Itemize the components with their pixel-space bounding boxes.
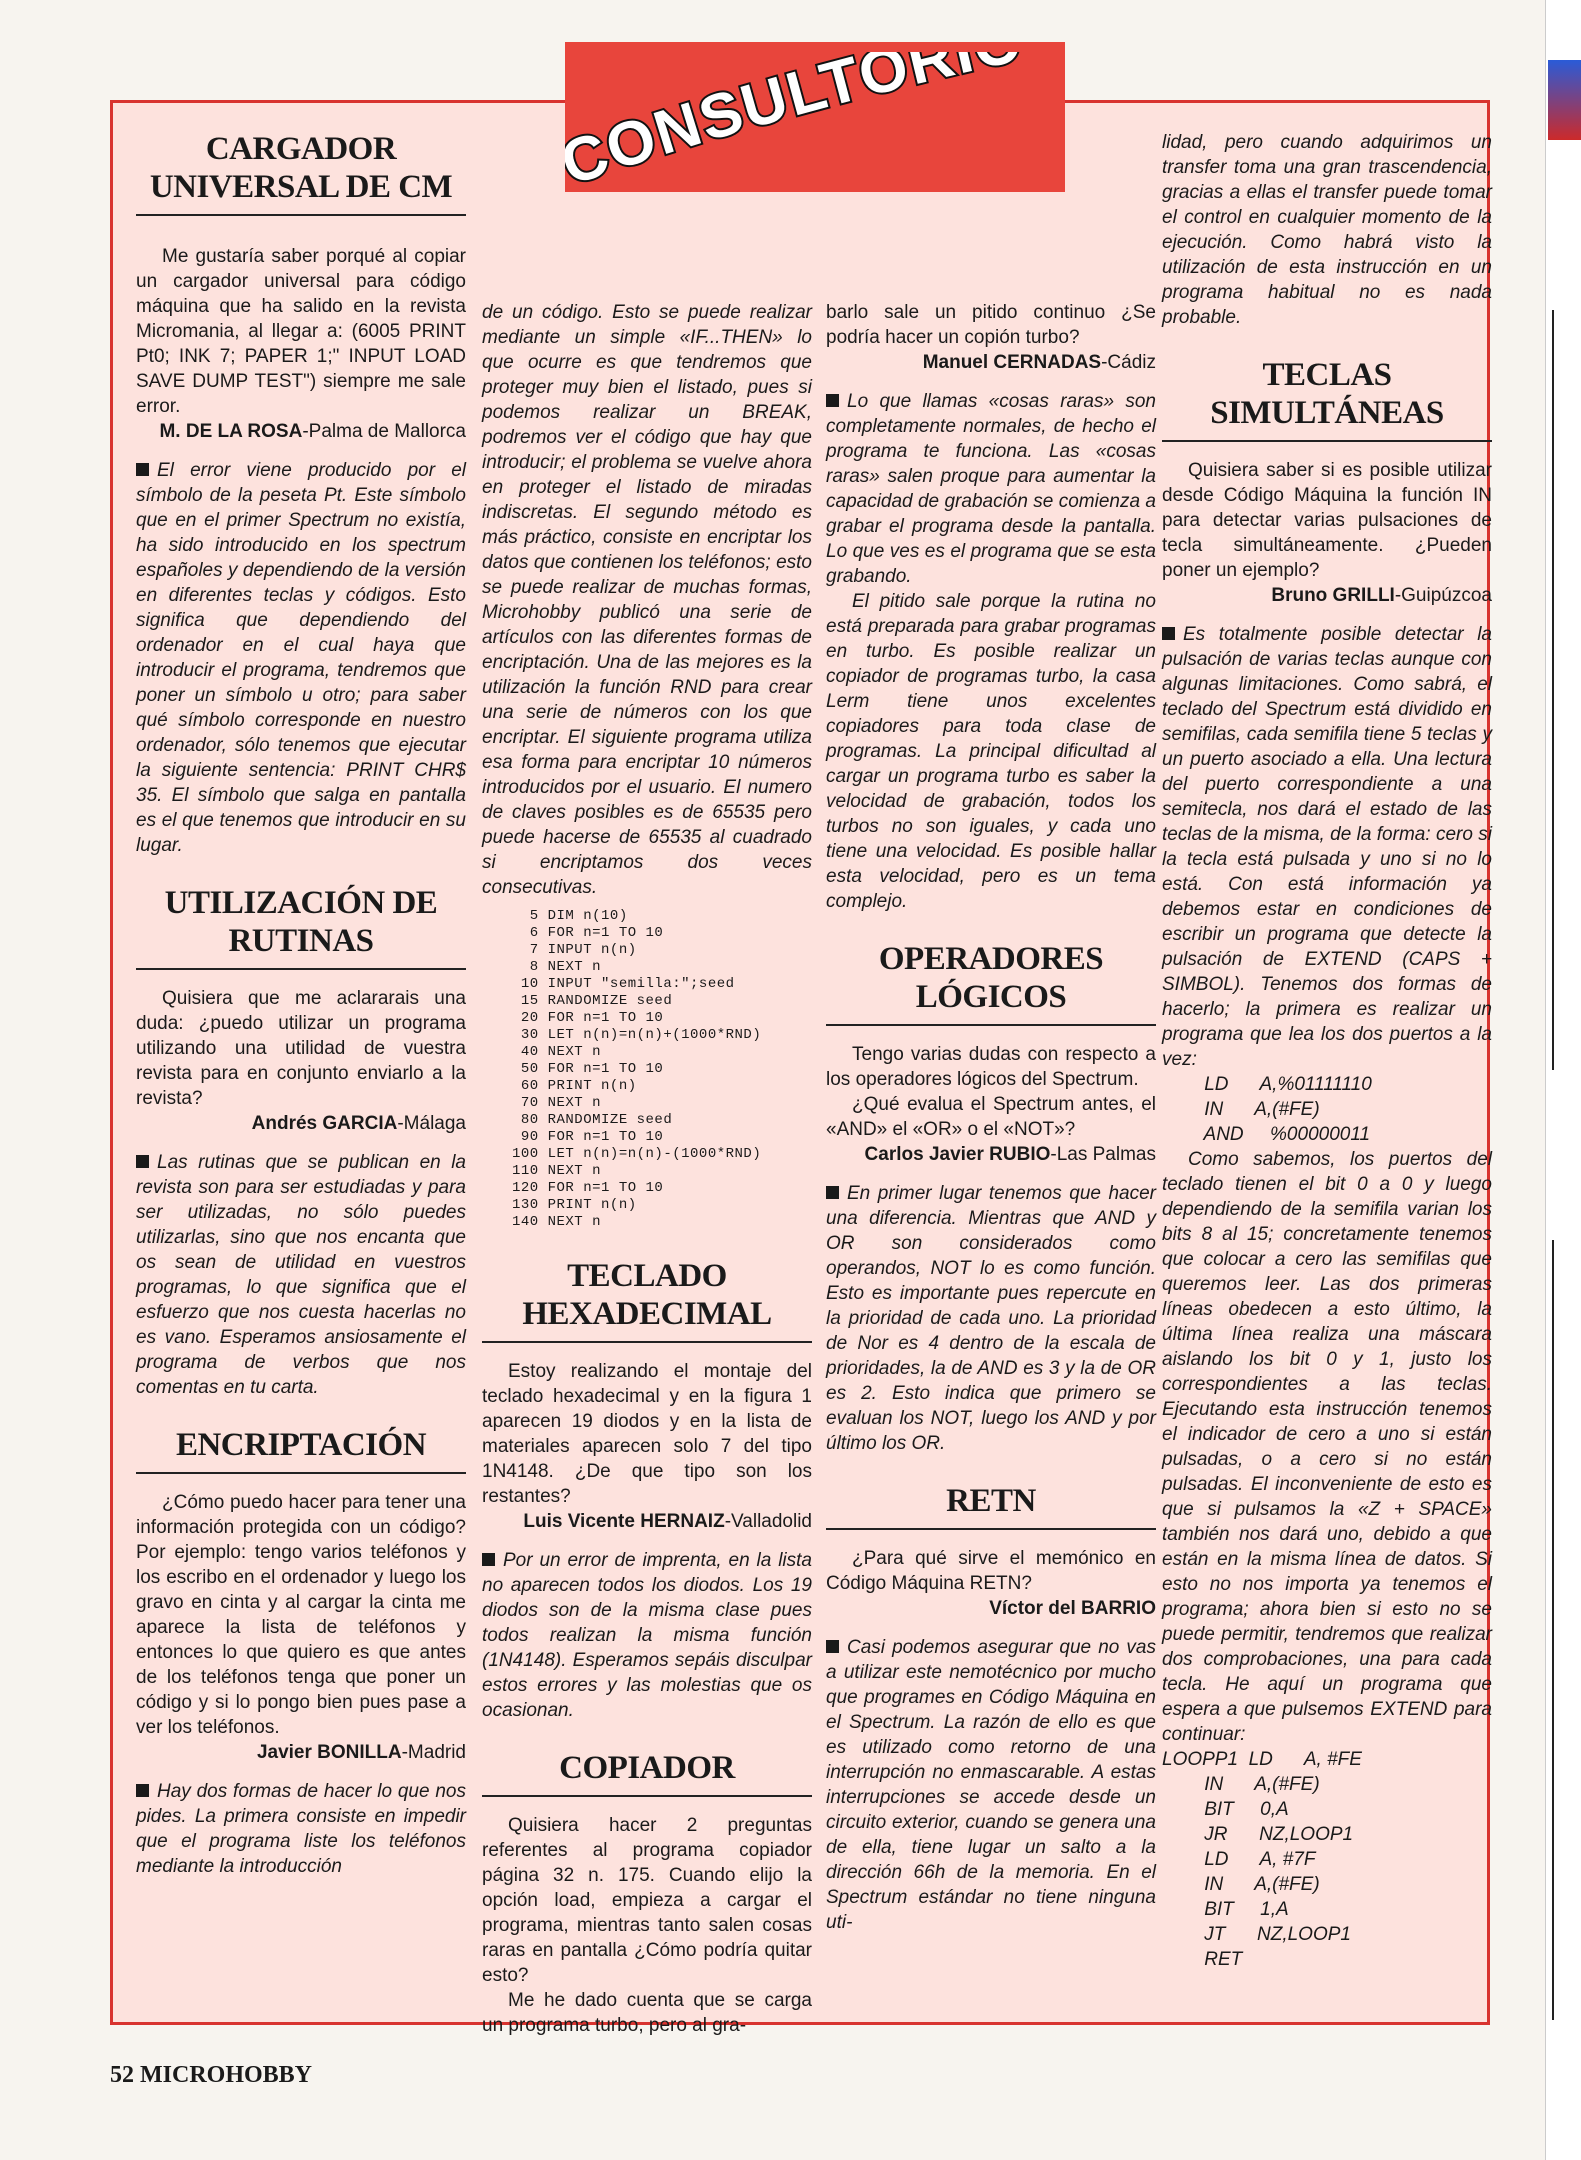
answer-text — [1162, 622, 1492, 1072]
svg-text:CONSULTORIO — [565, 52, 1030, 199]
letter-author — [826, 350, 1156, 375]
question-text: ¿Cómo puedo hacer para tener una información protegida con un código? Por ejemplo: tengo varios teléfonos y los escribo en el ordenador y luego los gravo en cinta y al cargar la cinta me aparece la lista de teléfonos y entonces lo que quiero es que antes de los teléfonos tenga que poner un código y si lo pongo bien pues pase a ver los teléfonos. — [136, 1492, 466, 1738]
question-text: Me he dado cuenta que se carga un programa turbo, pero al gra- — [482, 1990, 812, 2036]
edge-rule — [1552, 1240, 1554, 2020]
letter-author — [136, 1740, 466, 1765]
section-heading: TECLAS SIMULTÁNEAS — [1162, 356, 1492, 442]
letter-author — [136, 1111, 466, 1136]
author-place: -Las Palmas — [1050, 1144, 1156, 1165]
author-name: Víctor del BARRIO — [989, 1598, 1156, 1619]
answer-body: Las rutinas que se publican en la revista son para ser estudiadas y para ser utilizadas, no sólo puedes utilizarlas, sino que nos encanta que os sean de utilidad en vuestros programas, lo que significa que el esfuerzo que nos cuesta hacerlas no es vano. Esperamos ansiosamente el programa de verbos que nos comentas en tu carta. — [136, 1152, 466, 1398]
question-continuation: barlo sale un pitido continuo ¿Se podría hacer un copión turbo? — [826, 302, 1156, 348]
bullet-icon — [482, 1553, 495, 1566]
question-text: Tengo varias dudas con respecto a los operadores lógicos del Spectrum. — [826, 1044, 1156, 1090]
author-name: Luis Vicente HERNAIZ — [523, 1511, 725, 1532]
question-text: Estoy realizando el montaje del teclado hexadecimal y en la figura 1 aparecen 19 diodos y en la lista de materiales aparecen solo 7 del tipo 1N4148. ¿De que tipo son los restantes? — [482, 1361, 812, 1507]
bullet-icon — [136, 463, 149, 476]
answer-text — [136, 1779, 466, 1879]
author-place: -Valladolid — [724, 1511, 812, 1532]
edge-rule — [1552, 310, 1554, 1070]
author-place: -Madrid — [401, 1742, 466, 1763]
bullet-icon — [136, 1784, 149, 1797]
answer-body: El error viene producido por el símbolo de la peseta Pt. Este símbolo que en el primer Spectrum no existía, ha sido introducido en los spectrum españoles y dependiendo de la versión en diferentes teclas y códigos. Esto significa que dependiendo del ordenador en el cual haya que introducir el programa, tendremos que poner un símbolo u otro; para saber qué símbolo corresponde en nuestro ordenador, sólo tenemos que ejecutar la siguiente sentencia: PRINT CHR$ 35. El símbolo que salga en pantalla es el que tenemos que introducir en su lugar. — [136, 460, 466, 856]
answer-body: Casi podemos asegurar que no vas a utilizar este nemotécnico por mucho que programes en Código Máquina en el Spectrum. La razón de ello es que es utilizado como retorno de una interrupción no enmascarable. A estas interrupciones se accede desde un circuito exterior, cuando se genera una de ella, tiene lugar un salto a la dirección 66h de la memoria. En el Spectrum estándar no tiene ninguna uti- — [826, 1637, 1156, 1933]
section-heading: CARGADOR UNIVERSAL DE CM — [136, 130, 466, 216]
answer-body: En primer lugar tenemos que hacer una diferencia. Mientras que AND y OR son considerados como operandos, NOT lo es como función. Esto es importante pues repercute en la prioridad de cada uno. La prioridad de Nor es 4 dentro de la escala de prioridades, la de AND es 3 y la de OR es 2. Esto indica que primero se evaluan los NOT, luego los AND y por último los OR. — [826, 1183, 1156, 1454]
question-text: Me gustaría saber porqué al copiar un cargador universal para código máquina que ha salido en la revista Micromania, al llegar a: (6005 PRINT Pt0; INK 7; PAPER 1;" INPUT LOAD SAVE DUMP TEST") siempre me sale error. — [136, 246, 466, 417]
assembly-listing: LD A,%01111110 IN A,(#FE) AND %00000011 — [1203, 1074, 1372, 1145]
question-text: ¿Qué evalua el Spectrum antes, el «AND» el «OR» o el «NOT»? — [826, 1094, 1156, 1140]
answer-body: Es totalmente posible detectar la pulsación de varias teclas aunque con algunas limitaciones. Como sabrá, el teclado del Spectrum está dividido en semifilas, cada semifila tiene 5 teclas y un puerto asociado a ella. Una lectura del puerto correspondiente a una semitecla, nos dará el estado de las teclas de la misma, de la forma: cero si la tecla está pulsada y uno si no lo está. Con está información ya debemos estar en condiciones de escribir un programa que detecte la pulsación de EXTEND (CAPS + SIMBOL). Tenemos dos formas de hacerlo; la primera es realizar un programa que lea los dos puertos a la vez: — [1162, 624, 1492, 1070]
column-3 — [826, 300, 1156, 1935]
author-name: Bruno GRILLI — [1271, 585, 1395, 606]
page-number: 52 — [110, 2062, 134, 2088]
column-2 — [482, 300, 812, 2038]
author-name: Carlos Javier RUBIO — [864, 1144, 1051, 1165]
answer-text: Como sabemos, los puertos del teclado tienen el bit 0 a 0 y luego dependiendo de la semifila varian los bits 8 al 15; concretamente tenemos que colocar a cero las semifilas que queremos leer. Las dos primeras líneas obedecen a esto último, la última línea realiza una máscara aislando los bit 0 y 1, justo los correspondientes a las teclas. Ejecutando esta instrucción tenemos el indicador de cero a uno si están pulsadas, o a cero si no están pulsadas. El inconveniente de esto es que si pulsamos la «Z + SPACE» también nos dará uno, debido a que están en la misma línea de datos. Si esto no nos importa ya tenemos el programa; ahora bien si esto no se puede permitir, tendremos que realizar dos comprobaciones, una para cada tecla. He aquí un programa que espera a que pulsemos EXTEND para continuar: — [1162, 1149, 1492, 1745]
answer-body: Hay dos formas de hacer lo que nos pides. La primera consiste en impedir que el programa liste los teléfonos mediante la introducción — [136, 1781, 466, 1877]
author-place: -Málaga — [397, 1113, 466, 1134]
bullet-icon — [826, 1186, 839, 1199]
section-heading: COPIADOR — [482, 1749, 812, 1797]
section-heading: ENCRIPTACIÓN — [136, 1426, 466, 1474]
bullet-icon — [826, 1640, 839, 1653]
answer-text — [136, 458, 466, 858]
letter-author — [136, 419, 466, 444]
answer-text — [826, 1181, 1156, 1456]
column-4 — [1162, 130, 1492, 1972]
answer-continuation: lidad, pero cuando adquirimos un transfer toma una gran trascendencia, gracias a ellas el transfer puede tomar el control en cualquier momento de la ejecución. Como habrá visto la utilización de esta instrucción en un programa habitual no es nada probable. — [1162, 132, 1492, 328]
page-footer — [110, 2062, 312, 2089]
author-name: Javier BONILLA — [256, 1742, 402, 1763]
question-text: Quisiera que me aclararais una duda: ¿puedo utilizar un programa utilizando una utilidad de vuestra revista para en conjunto enviarlo a la revista? — [136, 988, 466, 1109]
question-text: ¿Para qué sirve el memónico en Código Máquina RETN? — [826, 1548, 1156, 1594]
letter-author — [826, 1142, 1156, 1167]
author-place: -Palma de Mallorca — [302, 421, 466, 442]
answer-text — [482, 1548, 812, 1723]
letter-author — [482, 1509, 812, 1534]
consultorio-banner — [565, 42, 1065, 242]
answer-body: Lo que llamas «cosas raras» son completamente normales, de hecho el programa te funciona. Las «cosas raras» salen proque para aumentar la capacidad de grabación se comienza a grabar el programa desde la pantalla. Lo que ves es el programa que se esta grabando. — [826, 391, 1156, 587]
answer-text: El pitido sale porque la rutina no está preparada para grabar programas en turbo. Es posible realizar un copiador de programas turbo, la casa Lerm tiene unos excelentes copiadores para toda clase de programas. La principal dificultad al cargar un programa turbo es saber la velocidad de grabación, todos los turbos no son iguales, y cada uno tiene una velocidad. Es posible hallar esta velocidad, pero es un tema complejo. — [826, 591, 1156, 912]
author-name: Manuel CERNADAS — [922, 352, 1102, 373]
section-heading: TECLADO HEXADECIMAL — [482, 1257, 812, 1343]
assembly-listing: LOOPP1 LD A, #FE IN A,(#FE) BIT 0,A JR NZ,LOOP1 LD A, #7F IN A,(#FE) BIT 1,A JT NZ,LOOP1 RET — [1162, 1749, 1362, 1970]
letter-author — [826, 1596, 1156, 1621]
edge-color-tab — [1548, 60, 1581, 140]
letter-author — [1162, 583, 1492, 608]
answer-body: Por un error de imprenta, en la lista no aparecen todos los diodos. Los 19 diodos son de la misma clase pues todos realizan la misma función (1N4148). Esperamos sepáis disculpar estos errores y las molestias que os ocasionan. — [482, 1550, 812, 1721]
page-edge — [1545, 0, 1581, 2160]
banner-title — [565, 52, 1065, 252]
author-name: Andrés GARCIA — [251, 1113, 398, 1134]
author-name: M. DE LA ROSA — [159, 421, 303, 442]
author-place: -Cádiz — [1101, 352, 1156, 373]
answer-text — [136, 1150, 466, 1400]
section-heading: UTILIZACIÓN DE RUTINAS — [136, 884, 466, 970]
question-text: Quisiera saber si es posible utilizar desde Código Máquina la función IN para detectar varias pulsaciones de tecla simultáneamente. ¿Pueden poner un ejemplo? — [1162, 460, 1492, 581]
column-1 — [136, 130, 466, 1879]
section-heading: OPERADORES LÓGICOS — [826, 940, 1156, 1026]
bullet-icon — [136, 1155, 149, 1168]
question-text: Quisiera hacer 2 preguntas referentes al programa copiador página 32 n. 175. Cuando elijo la opción load, empieza a cargar el programa, mientras tanto salen cosas raras en pantalla ¿Cómo podría quitar esto? — [482, 1815, 812, 1986]
author-place: -Guipúzcoa — [1394, 585, 1492, 606]
banner-title-text: ONSULTOR — [597, 52, 963, 185]
answer-text — [826, 1635, 1156, 1935]
section-heading: RETN — [826, 1482, 1156, 1530]
bullet-icon — [1162, 627, 1175, 640]
basic-listing: 5 DIM n(10) 6 FOR n=1 TO 10 7 INPUT n(n) 8 NEXT n 10 INPUT "semilla:";seed 15 RANDOMIZE seed 20 FOR n=1 TO 10 30 LET n(n)=n(n)+(1000*RND) 40 NEXT n 50 FOR n=1 TO 10 60 PRINT n(n) 70 NEXT n 80 RANDOMIZE seed 90 FOR n=1 TO 10 100 LET n(n)=n(n)-(1000*RND) 110 NEXT n 120 FOR n=1 TO 10 130 PRINT n(n) 140 NEXT n — [512, 908, 762, 1230]
answer-text — [826, 389, 1156, 589]
bullet-icon — [826, 394, 839, 407]
banner-title-svg — [565, 52, 1065, 252]
answer-continuation: de un código. Esto se puede realizar mediante un simple «IF...THEN» lo que ocurre es que tendremos que proteger muy bien el listado, pues si podemos realizar un BREAK, podremos ver el código que hay que introducir; el problema se vuelve ahora en proteger el listado de miradas indiscretas. El segundo método es más práctico, consiste en encriptar los datos que contienen los teléfonos; esto se puede realizar de muchas formas, Microhobby publicó una serie de artículos con las diferentes formas de encriptación. Una de las mejores es la utilización la función RND para crear una serie de números con los que encriptar. El siguiente programa utiliza esa forma para encriptar 10 números introducidos por el usuario. El numero de claves posibles es de 65535 pero puede hacerse de 65535 al cuadrado si encriptamos dos veces consecutivas. — [482, 302, 812, 898]
magazine-name: MICROHOBBY — [140, 2062, 313, 2088]
